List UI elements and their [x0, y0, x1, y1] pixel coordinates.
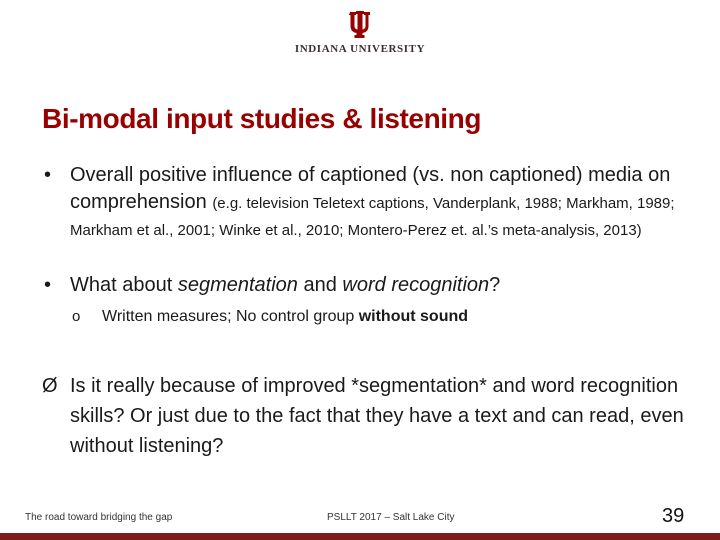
- header: [0, 0, 720, 60]
- slide-title: Bi-modal input studies & listening: [42, 103, 482, 134]
- bullet-text-prefix: What about: [70, 274, 178, 296]
- arrow-bullet-question: [42, 371, 690, 461]
- bullet-text: Overall positive influence of captioned (vs. non captioned) media on comprehension: [70, 164, 671, 213]
- bullet-marker: •: [44, 164, 52, 186]
- arrow-bullet-text: Is it really because of improved *segmentation* and word recognition skills? Or just due to the fact that they have a text and can read, even without listening?: [70, 375, 684, 457]
- bullet-text-mid: and: [297, 274, 343, 296]
- arrow-bullet-marker: Ø: [42, 375, 58, 397]
- bullet-captioned-media: [44, 162, 690, 243]
- bullet-emphasis-segmentation: segmentation: [177, 274, 298, 296]
- bullet-emphasis-word-recognition: word recognition: [342, 274, 490, 296]
- bullet-marker: •: [44, 274, 52, 296]
- sub-bullet-text: Written measures; No control group: [102, 308, 359, 325]
- footer-conference: PSLLT 2017 – Salt Lake City: [327, 512, 455, 523]
- iu-trident-icon: [348, 10, 372, 38]
- sub-bullet-bold: without sound: [358, 308, 469, 325]
- footer-presentation-title: The road toward bridging the gap: [25, 512, 173, 523]
- bullet-citation: (e.g. television Teletext captions, Vanderplank, 1988; Markham, 1989; Markham et al., 2001; Winke et al., 2010; Montero-Perez et. al.’s meta-analysis, 2013): [70, 195, 675, 239]
- slide-number: 39: [662, 505, 685, 527]
- university-name: INDIANA UNIVERSITY: [294, 43, 426, 55]
- sub-bullet-written-measures: [72, 306, 682, 328]
- sub-bullet-marker: o: [72, 308, 81, 325]
- bullet-segmentation: [44, 272, 690, 299]
- footer-bar: [0, 533, 720, 540]
- bullet-text-suffix: ?: [489, 274, 501, 296]
